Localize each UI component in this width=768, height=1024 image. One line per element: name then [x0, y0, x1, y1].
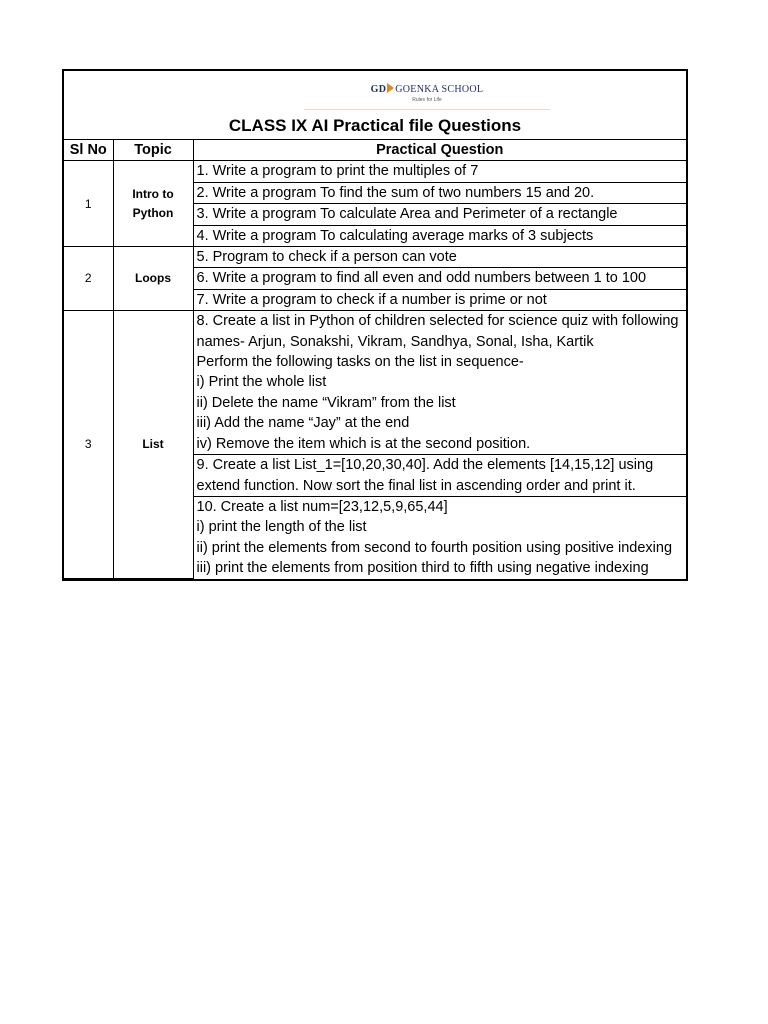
table-row	[64, 311, 686, 455]
topic-cell: List	[113, 311, 193, 579]
topic-cell: Intro to Python	[113, 161, 193, 247]
question-cell: 9. Create a list List_1=[10,20,30,40]. Add the elements [14,15,12] using extend function. Now sort the final list in ascending order and print it.	[193, 455, 686, 497]
brand-arrow-icon	[387, 83, 394, 93]
questions-table	[64, 140, 686, 579]
practical-sheet	[62, 69, 688, 581]
question-cell: 10. Create a list num=[23,12,5,9,65,44] i) print the length of the list ii) print the elements from second to fourth position using positive indexing iii) print the elements from position third to fifth using negative indexing	[193, 496, 686, 578]
question-cell: 6. Write a program to find all even and odd numbers between 1 to 100	[193, 268, 686, 289]
sl-number: 1	[64, 161, 113, 247]
question-cell: 8. Create a list in Python of children selected for science quiz with following names- Arjun, Sonakshi, Vikram, Sandhya, Sonal, Isha, Kartik Perform the following tasks on the list in sequence- i) Print the whole list ii) Delete the name “Vikram” from the list iii) Add the name “Jay” at the end iv) Remove the item which is at the second position.	[193, 311, 686, 455]
sheet-header	[64, 71, 686, 140]
table-header-row	[64, 140, 686, 161]
header-sl-no: Sl No	[64, 140, 113, 161]
question-cell: 5. Program to check if a person can vote	[193, 247, 686, 268]
school-logo	[304, 83, 550, 113]
question-cell: 4. Write a program To calculating average marks of 3 subjects	[193, 225, 686, 246]
topic-cell: Loops	[113, 247, 193, 311]
table-row	[64, 161, 686, 182]
question-cell: 3. Write a program To calculate Area and Perimeter of a rectangle	[193, 204, 686, 225]
question-cell: 7. Write a program to check if a number is prime or not	[193, 289, 686, 310]
school-tagline: Rules for Life	[412, 97, 442, 103]
sl-number: 2	[64, 247, 113, 311]
header-practical-question: Practical Question	[193, 140, 686, 161]
question-cell: 2. Write a program To find the sum of two numbers 15 and 20.	[193, 182, 686, 203]
question-cell: 1. Write a program to print the multiples of 7	[193, 161, 686, 182]
sl-number: 3	[64, 311, 113, 579]
logo-divider	[304, 109, 550, 110]
table-row	[64, 247, 686, 268]
school-brand	[304, 83, 550, 95]
header-topic: Topic	[113, 140, 193, 161]
brand-prefix: GD	[370, 84, 387, 95]
brand-name: GOENKA SCHOOL	[395, 84, 484, 95]
page-title: CLASS IX AI Practical file Questions	[228, 116, 522, 135]
